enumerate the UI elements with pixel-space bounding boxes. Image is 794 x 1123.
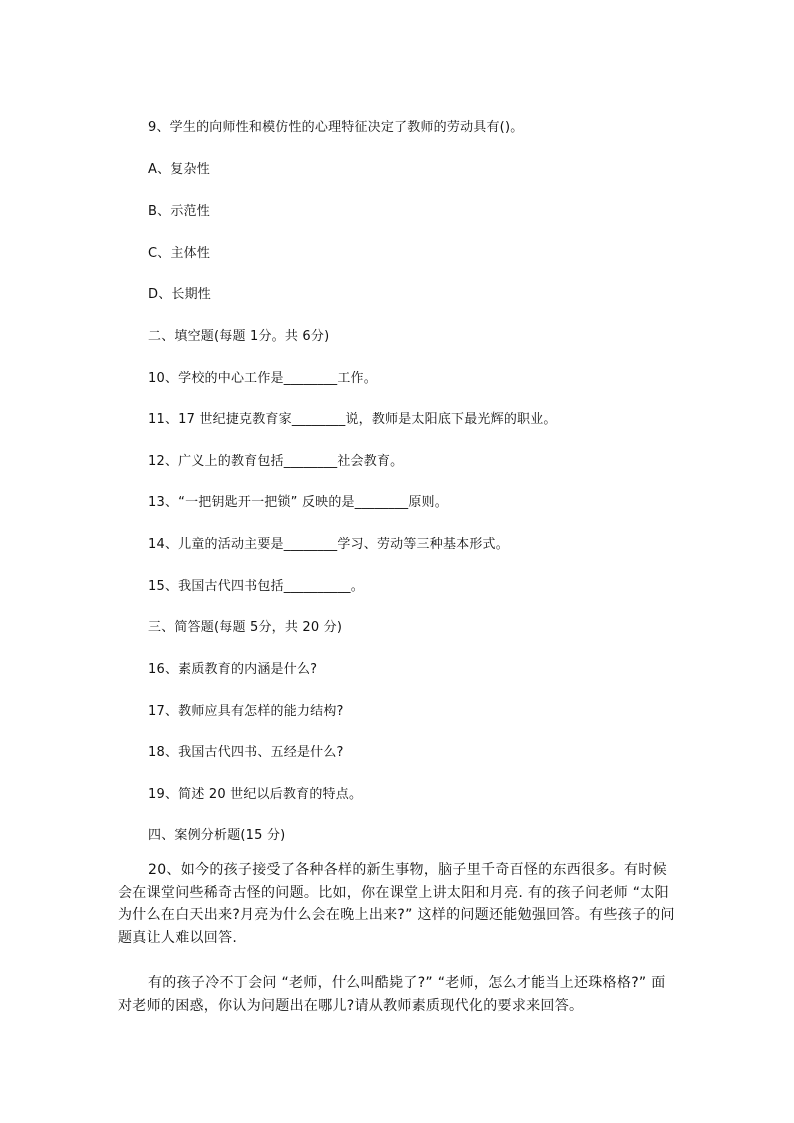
option-a: A、复杂性 xyxy=(148,162,210,177)
case-paragraph-1: 20、如今的孩子接受了各种各样的新生事物，脑子里千奇百怪的东西很多。有时候会在课堂问些稀奇古怪的问题。比如，你在课堂上讲太阳和月亮. 有的孩子问老师 “太阳为什么在白天出来?月亮为什么会在晚上出来?” 这样的问题还能勉强回答。有些孩子的问题真让人难以回答. xyxy=(118,862,675,946)
section-heading-case-analysis: 四、案例分析题(15 分) xyxy=(148,828,286,843)
case-paragraph-2: 有的孩子冷不丁会问 “老师，什么叫酷毙了?” “老师，怎么才能当上还珠格格?” 面对老师的困惑，你认为问题出在哪儿?请从教师素质现代化的要求来回答。 xyxy=(118,975,666,1014)
question-17: 17、教师应具有怎样的能力结构? xyxy=(148,704,344,719)
question-9: 9、学生的向师性和模仿性的心理特征决定了教师的劳动具有()。 xyxy=(148,120,524,135)
question-13: 13、“一把钥匙开一把锁” 反映的是________原则。 xyxy=(148,495,448,510)
section-heading-fill-blank: 二、填空题(每题 1分。共 6分) xyxy=(148,329,330,344)
question-19: 19、简述 20 世纪以后教育的特点。 xyxy=(148,787,363,802)
question-18: 18、我国古代四书、五经是什么? xyxy=(148,745,344,760)
option-d: D、长期性 xyxy=(148,287,212,302)
question-15: 15、我国古代四书包括__________。 xyxy=(148,579,364,594)
section-heading-short-answer: 三、简答题(每题 5分，共 20 分) xyxy=(148,620,343,635)
question-14: 14、儿童的活动主要是________学习、劳动等三种基本形式。 xyxy=(148,537,509,552)
question-16: 16、素质教育的内涵是什么? xyxy=(148,662,318,677)
question-10: 10、学校的中心工作是________工作。 xyxy=(148,371,377,386)
option-b: B、示范性 xyxy=(148,204,210,219)
question-12: 12、广义上的教育包括________社会教育。 xyxy=(148,454,404,469)
question-11: 11、17 世纪捷克教育家________说，教师是太阳底下最光辉的职业。 xyxy=(148,412,557,427)
option-c: C、主体性 xyxy=(148,246,211,261)
